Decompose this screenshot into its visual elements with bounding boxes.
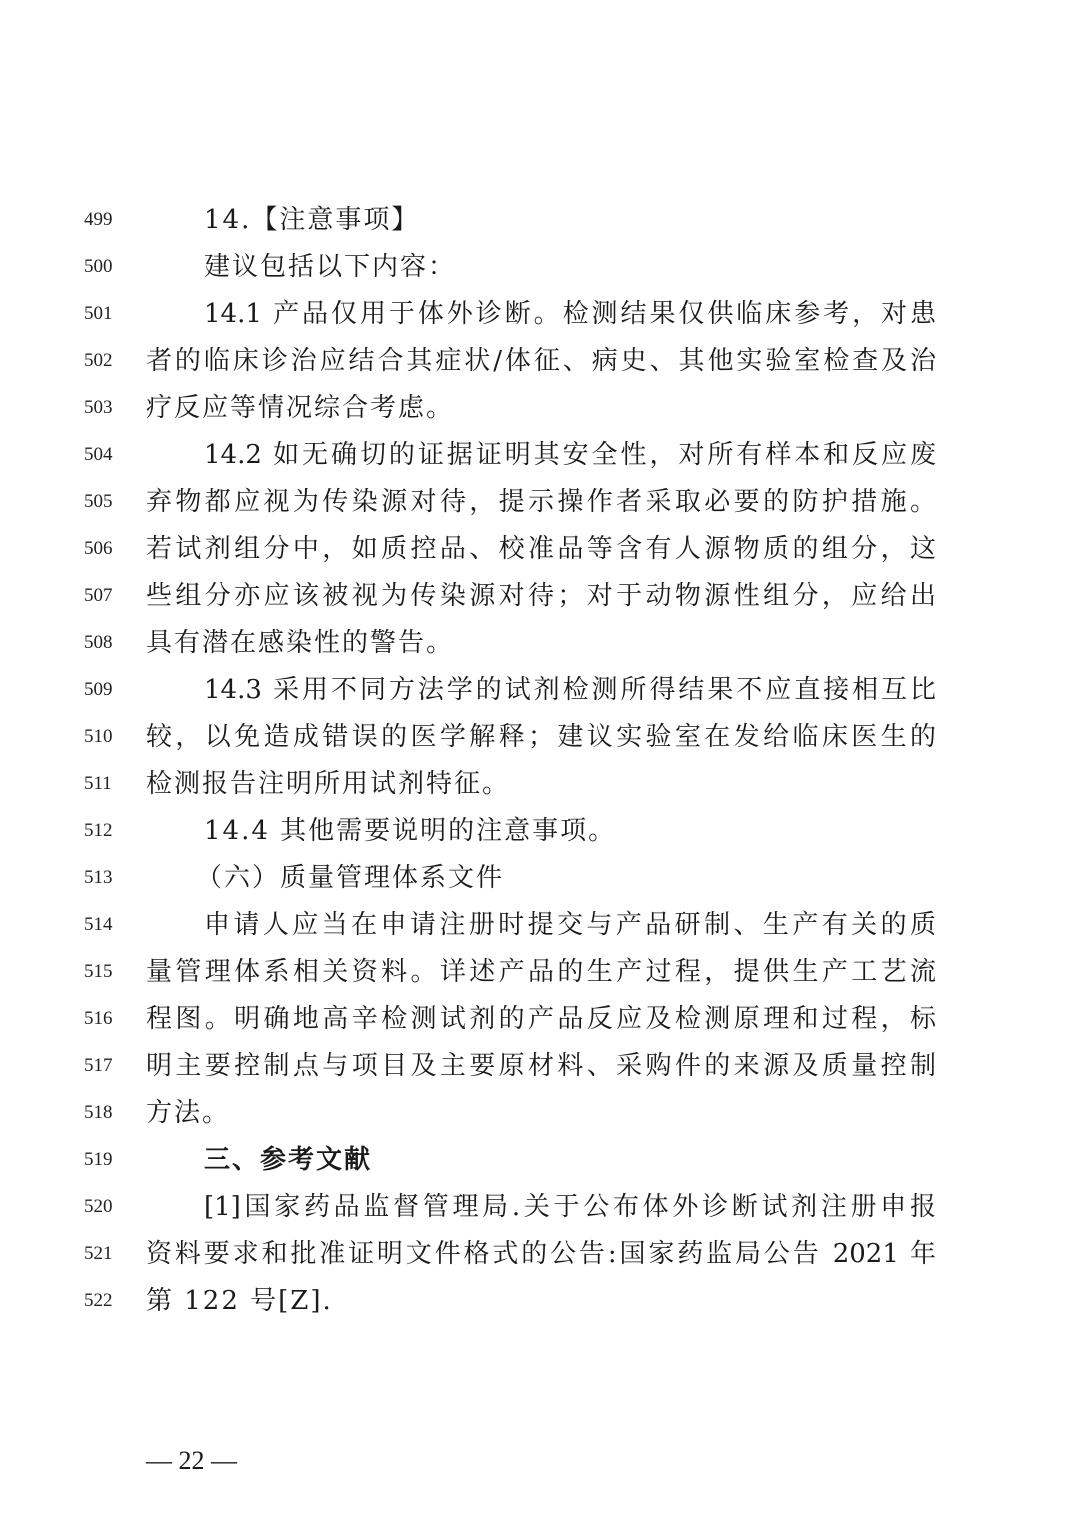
line-number: 502 (84, 349, 113, 371)
section-heading: 14.【注意事项】 (204, 204, 420, 235)
document-line (0, 384, 1080, 431)
line-number: 506 (84, 537, 113, 559)
document-line (0, 290, 1080, 337)
line-number: 520 (84, 1195, 113, 1217)
document-line (0, 337, 1080, 384)
paragraph-text: 较，以免造成错误的医学解释；建议实验室在发给临床医生的 (146, 721, 936, 752)
paragraph-text: 弃物都应视为传染源对待，提示操作者采取必要的防护措施。 (146, 486, 936, 517)
document-line (0, 760, 1080, 807)
paragraph-text: 疗反应等情况综合考虑。 (146, 392, 455, 423)
document-line (0, 243, 1080, 290)
paragraph-text: 明主要控制点与项目及主要原材料、采购件的来源及质量控制 (146, 1050, 936, 1081)
document-line (0, 1230, 1080, 1277)
paragraph-text: 具有潜在感染性的警告。 (146, 627, 455, 658)
reference-text: 第 122 号[Z]. (146, 1285, 333, 1316)
document-line (0, 1183, 1080, 1230)
document-line (0, 807, 1080, 854)
line-number: 500 (84, 255, 113, 277)
section-heading: （六）质量管理体系文件 (196, 862, 505, 893)
line-number: 508 (84, 631, 113, 653)
document-line (0, 431, 1080, 478)
line-number: 511 (84, 772, 112, 794)
paragraph-text: 14.3 采用不同方法学的试剂检测所得结果不应直接相互比 (204, 674, 936, 705)
paragraph-text: 若试剂组分中，如质控品、校准品等含有人源物质的组分，这 (146, 533, 936, 564)
line-number: 519 (84, 1148, 113, 1170)
paragraph-text: 检测报告注明所用试剂特征。 (146, 768, 511, 799)
reference-text: 资料要求和批准证明文件格式的公告:国家药监局公告 2021 年 (146, 1238, 936, 1269)
line-number: 505 (84, 490, 113, 512)
paragraph-text: 建议包括以下内容： (204, 251, 457, 282)
paragraph-text: 14.2 如无确切的证据证明其安全性，对所有样本和反应废 (204, 439, 936, 470)
document-line (0, 995, 1080, 1042)
line-number: 518 (84, 1101, 113, 1123)
document-line (0, 619, 1080, 666)
document-line (0, 713, 1080, 760)
line-number: 514 (84, 913, 113, 935)
document-line (0, 478, 1080, 525)
line-number: 516 (84, 1007, 113, 1029)
document-line (0, 901, 1080, 948)
document-line (0, 1277, 1080, 1324)
line-number: 501 (84, 302, 113, 324)
paragraph-text: 程图。明确地高辛检测试剂的产品反应及检测原理和过程，标 (146, 1003, 936, 1034)
line-number: 507 (84, 584, 113, 606)
paragraph-text: 14.1 产品仅用于体外诊断。检测结果仅供临床参考，对患 (204, 298, 936, 329)
line-number: 509 (84, 678, 113, 700)
paragraph-text: 14.4 其他需要说明的注意事项。 (204, 815, 617, 846)
line-number: 513 (84, 866, 113, 888)
document-line (0, 666, 1080, 713)
paragraph-text: 量管理体系相关资料。详述产品的生产过程，提供生产工艺流 (146, 956, 936, 987)
document-line (0, 572, 1080, 619)
document-line (0, 854, 1080, 901)
paragraph-text: 些组分亦应该被视为传染源对待；对于动物源性组分，应给出 (146, 580, 936, 611)
line-number: 504 (84, 443, 113, 465)
document-line (0, 196, 1080, 243)
line-number: 510 (84, 725, 113, 747)
paragraph-text: 者的临床诊治应结合其症状/体征、病史、其他实验室检查及治 (146, 345, 936, 376)
document-line (0, 525, 1080, 572)
line-number: 521 (84, 1242, 113, 1264)
line-number: 522 (84, 1289, 113, 1311)
line-number: 517 (84, 1054, 113, 1076)
line-number: 512 (84, 819, 113, 841)
page-number: — 22 — (146, 1446, 237, 1475)
paragraph-text: 方法。 (146, 1097, 231, 1128)
document-line (0, 1042, 1080, 1089)
reference-text: [1]国家药品监督管理局.关于公布体外诊断试剂注册申报 (204, 1191, 936, 1222)
line-number: 503 (84, 396, 113, 418)
line-number: 515 (84, 960, 113, 982)
document-line (0, 1089, 1080, 1136)
paragraph-text: 申请人应当在申请注册时提交与产品研制、生产有关的质 (204, 909, 936, 940)
section-heading: 三、参考文献 (204, 1144, 373, 1175)
document-line (0, 948, 1080, 995)
line-number: 499 (84, 208, 113, 230)
document-line (0, 1136, 1080, 1183)
